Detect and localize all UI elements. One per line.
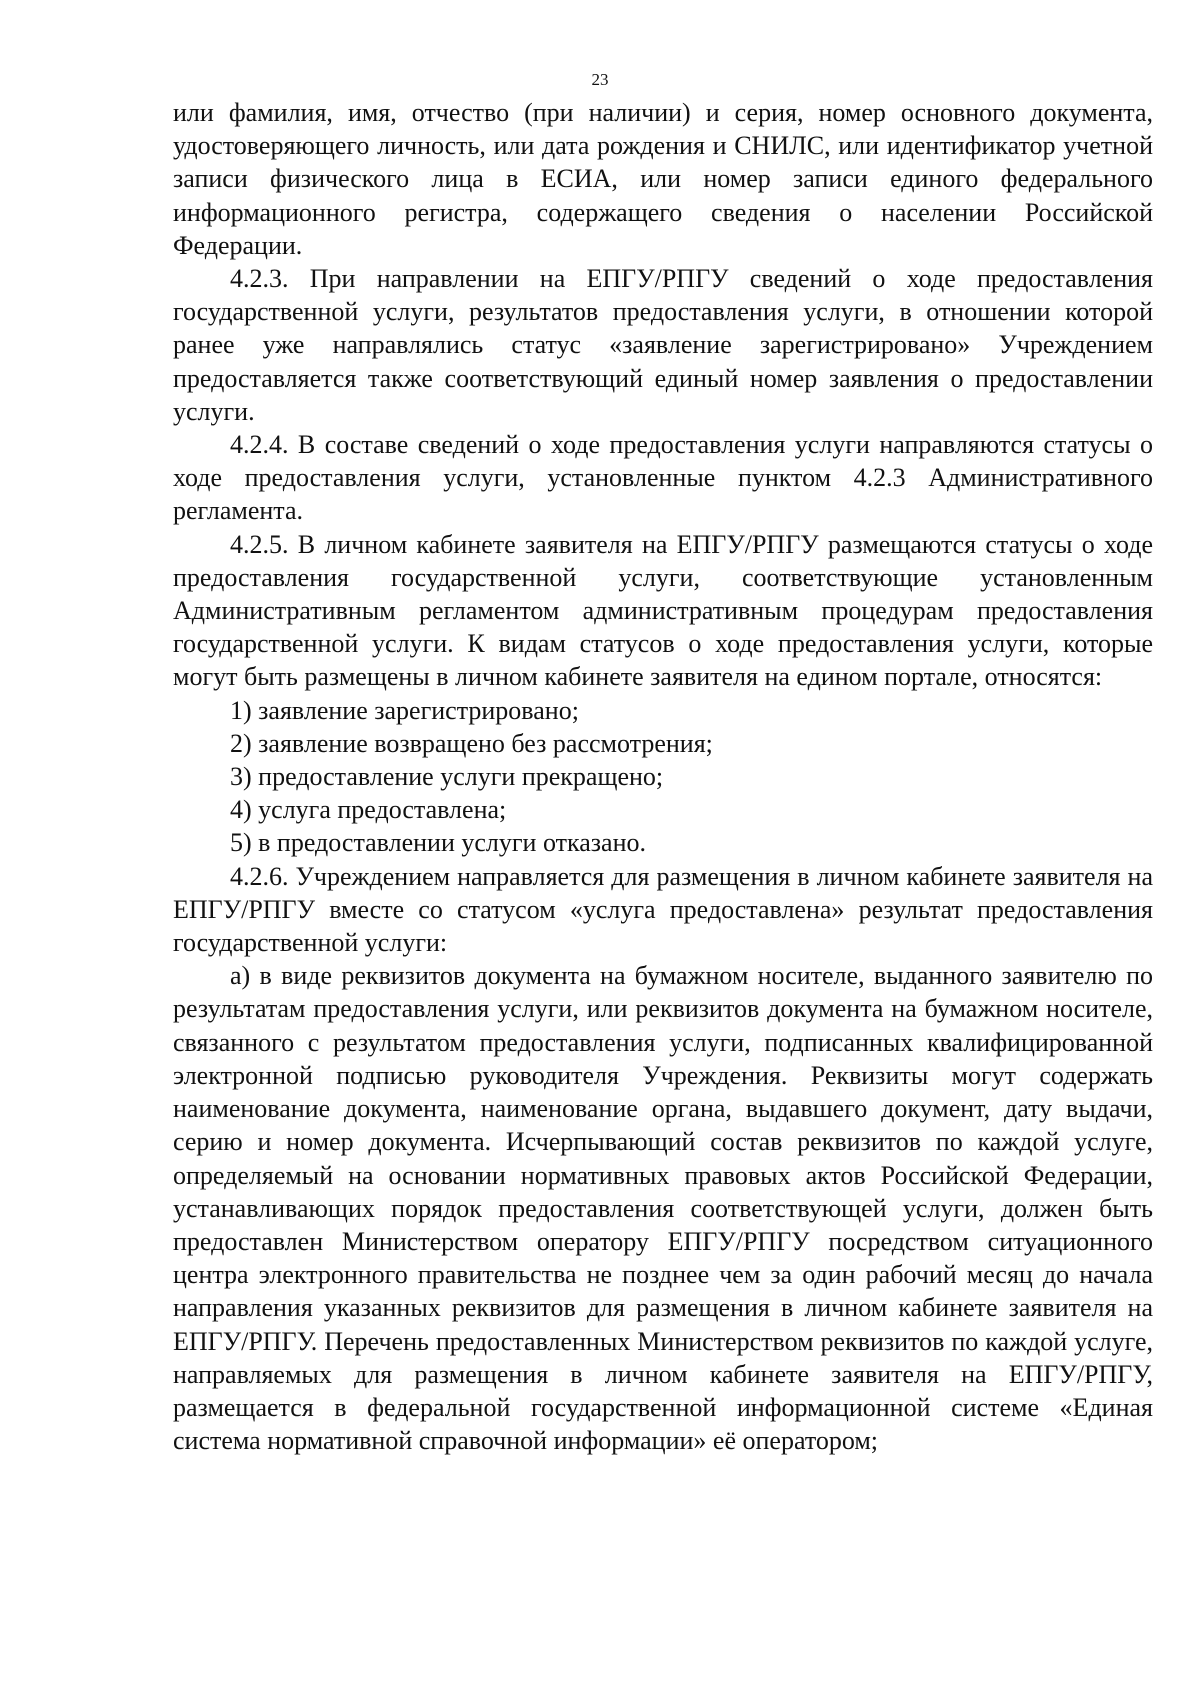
paragraph-4-2-6: 4.2.6. Учреждением направляется для размещения в личном кабинете заявителя на ЕПГУ/РПГУ вместе со статусом «услуга предоставлена» результат предоставления государственной услуги: (173, 861, 1153, 958)
list-item-status-4: 4) услуга предоставлена; (230, 795, 507, 825)
list-item-status-5: 5) в предоставлении услуги отказано. (230, 828, 646, 858)
paragraph-4-2-5: 4.2.5. В личном кабинете заявителя на ЕПГУ/РПГУ размещаются статусы о ходе предоставления государственной услуги, соответствующие установленным Административным регламентом административным процедурам предоставления государственной услуги. К видам статусов о ходе предоставления услуги, которые могут быть размещены в личном кабинете заявителя на едином портале, относятся: (173, 529, 1153, 692)
list-item-status-3: 3) предоставление услуги прекращено; (230, 762, 664, 792)
paragraph-subitem-a: а) в виде реквизитов документа на бумажном носителе, выданного заявителю по результатам предоставления услуги, или реквизитов документа на бумажном носителе, связанного с результатом предоставления услуги, подписанных квалифицированной электронной подписью руководителя Учреждения. Реквизиты могут содержать наименование документа, наименование органа, выдавшего документ, дату выдачи, серию и номер документа. Исчерпывающий состав реквизитов по каждой услуге, определяемый на основании нормативных правовых актов Российской Федерации, устанавливающих порядок предоставления соответствующей услуги, должен быть предоставлен Министерством оператору ЕПГУ/РПГУ посредством ситуационного центра электронного правительства не позднее чем за один рабочий месяц до начала направления указанных реквизитов для размещения в личном кабинете заявителя на ЕПГУ/РПГУ. Перечень предоставленных Министерством реквизитов по каждой услуге, направляемых для размещения в личном кабинете заявителя на ЕПГУ/РПГУ, размещается в федеральной государственной информационной системе «Единая система нормативной справочной информации» её оператором; (173, 961, 1153, 1456)
list-item-status-1: 1) заявление зарегистрировано; (230, 695, 579, 725)
paragraph-4-2-3: 4.2.3. При направлении на ЕПГУ/РПГУ сведений о ходе предоставления государственной услуги, результатов предоставления услуги, в отношении которой ранее уже направлялись статус «заявление зарегистрировано» Учреждением предоставляется также соответствующий единый номер заявления о предоставлении услуги. (173, 264, 1153, 426)
paragraph-4-2-4: 4.2.4. В составе сведений о ходе предоставления услуги направляются статусы о ходе предоставления услуги, установленные пунктом 4.2.3 Административного регламента. (173, 430, 1153, 526)
document-body (173, 96, 1153, 1457)
page-number: 23 (591, 70, 609, 89)
list-item-status-2: 2) заявление возвращено без рассмотрения; (230, 728, 713, 758)
paragraph-continuation: или фамилия, имя, отчество (при наличии) и серия, номер основного документа, удостоверяющего личность, или дата рождения и СНИЛС, или идентификатор учетной записи физического лица в ЕСИА, или номер записи единого федерального информационного регистра, содержащего сведения о населении Российской Федерации. (173, 98, 1153, 260)
